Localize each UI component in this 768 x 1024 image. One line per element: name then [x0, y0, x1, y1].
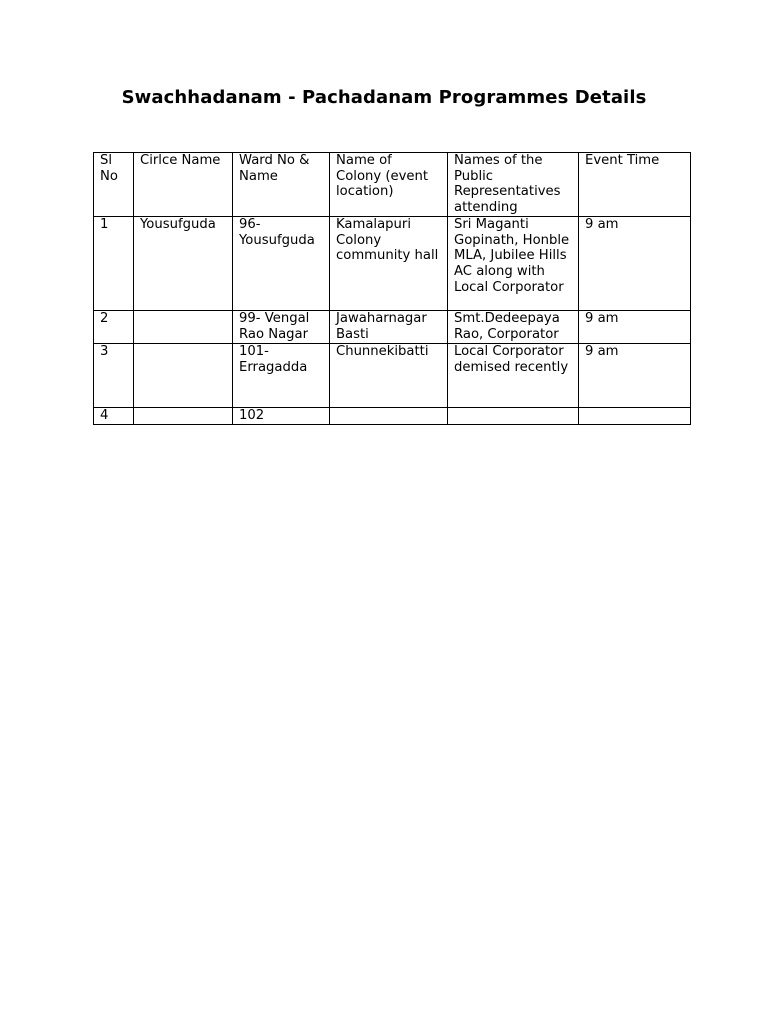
cell-sl-no: 3 [94, 344, 134, 408]
cell-ward: 99- Vengal Rao Nagar [233, 311, 330, 344]
cell-sl-no: 1 [94, 217, 134, 311]
header-sl-no: Sl No [94, 153, 134, 217]
cell-colony: Jawaharnagar Basti [330, 311, 448, 344]
table-row [94, 408, 691, 425]
cell-ward: 101- Erragadda [233, 344, 330, 408]
programme-details-table [93, 152, 691, 425]
cell-circle-name: Yousufguda [134, 217, 233, 311]
cell-sl-no: 4 [94, 408, 134, 425]
table-row [94, 217, 691, 311]
cell-representatives: Local Corporator demised recently [448, 344, 579, 408]
cell-circle-name [134, 408, 233, 425]
header-event-time: Event Time [579, 153, 691, 217]
cell-representatives: Smt.Dedeepaya Rao, Corporator [448, 311, 579, 344]
table-row [94, 311, 691, 344]
table-row [94, 344, 691, 408]
cell-ward: 102 [233, 408, 330, 425]
cell-ward: 96- Yousufguda [233, 217, 330, 311]
cell-circle-name [134, 311, 233, 344]
cell-colony: Kamalapuri Colony community hall [330, 217, 448, 311]
cell-event-time: 9 am [579, 311, 691, 344]
cell-event-time: 9 am [579, 217, 691, 311]
header-circle-name: Cirlce Name [134, 153, 233, 217]
table-header-row [94, 153, 691, 217]
cell-representatives: Sri Maganti Gopinath, Honble MLA, Jubilee Hills AC along with Local Corporator [448, 217, 579, 311]
header-ward: Ward No & Name [233, 153, 330, 217]
cell-event-time [579, 408, 691, 425]
cell-circle-name [134, 344, 233, 408]
cell-sl-no: 2 [94, 311, 134, 344]
page-title: Swachhadanam - Pachadanam Programmes Details [121, 87, 647, 108]
header-colony: Name of Colony (event location) [330, 153, 448, 217]
cell-colony [330, 408, 448, 425]
header-representatives: Names of the Public Representatives attending [448, 153, 579, 217]
cell-representatives [448, 408, 579, 425]
cell-colony: Chunnekibatti [330, 344, 448, 408]
cell-event-time: 9 am [579, 344, 691, 408]
